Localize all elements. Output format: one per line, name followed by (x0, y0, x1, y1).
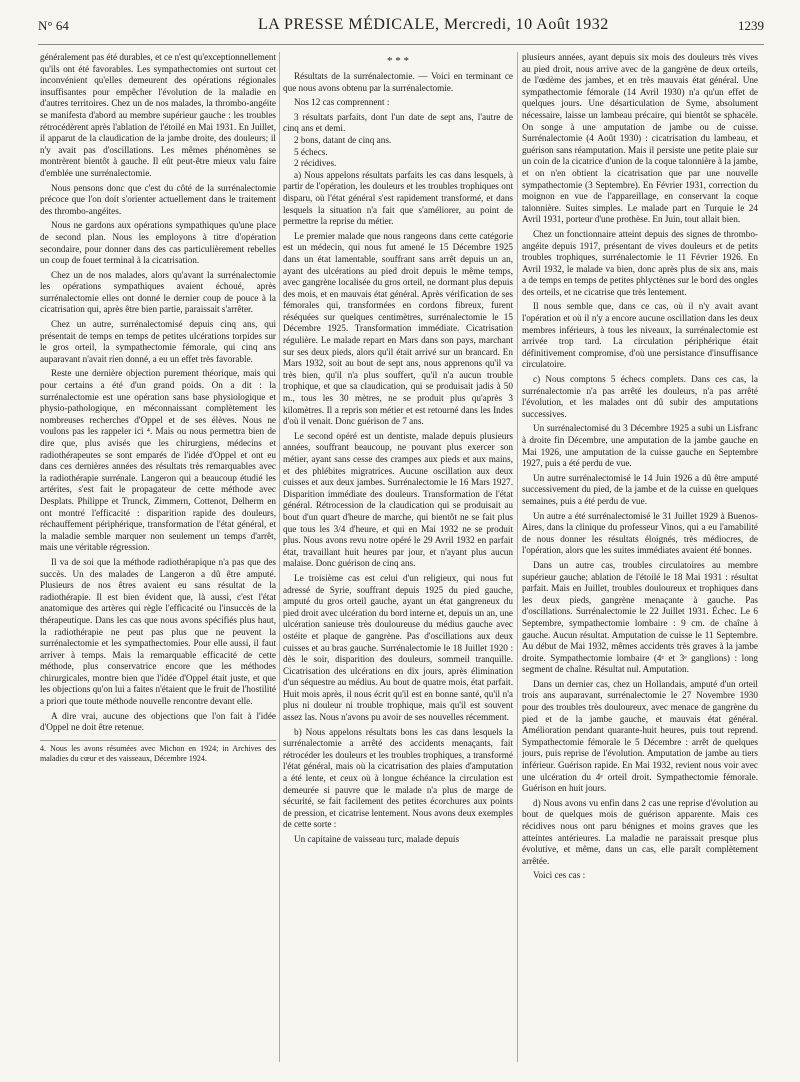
footnote: 4. Nous les avons résumées avec Michon en 1924; in Archives des maladies du cœur et des vaisseaux, Décembre 1924. (40, 740, 276, 764)
journal-title: LA PRESSE MÉDICALE, Mercredi, 10 Août 1932 (258, 16, 609, 33)
paragraph: Il va de soi que la méthode radiothérapique n'a pas que des succès. Un des malades de Langeron a dû être amputé. Plusieurs de nos êtres avaient eu sans résultat de la radiothérapie. Il est bien évident que, là aussi, c'est l'état anatomique des artères qui règle l'efficacité ou l'insuccès de la thérapeutique. Dans les cas que nous avons spécifiés plus haut, la radiothérapie ne peut pas plus que ne peuvent la surrénalectomie et les sympathectomies. Pour elle aussi, il faut arriver à temps. Mais la remarquable efficacité de cette méthode, plus conservatrice encore que les méthodes chirurgicales, montre bien que l'idée d'Oppel était juste, et que les objections qu'on lui a faites n'étaient que le fruit de l'hostilité a priori que toute méthode nouvelle rencontre devant elle. (40, 556, 276, 707)
paragraph: Nous ne gardons aux opérations sympathiques qu'une place de second plan. Nous les employons à titre d'opération secondaire, pour donner dans des cas particulièrement rebelles un coup de fouet terminal à la cicatrisation. (40, 220, 276, 266)
paragraph: Un autre surrénalectomisé le 14 Juin 1926 a dû être amputé successivement du pied, de la jambe et de la cuisse en quelques semaines, puis a été perdu de vue. (522, 472, 758, 506)
paragraph: d) Nous avons vu enfin dans 2 cas une reprise d'évolution au bout de quelques mois de guérison apparente. Mais ces récidives nous ont paru bénignes et moins graves que les atteintes antérieures. La maladie ne paraissait presque plus évolutive, et même, dans un cas, elle paraît complètement arrêtée. (522, 797, 758, 866)
paragraph: a) Nous appelons résultats parfaits les cas dans lesquels, à partir de l'opération, les douleurs et les troubles trophiques ont disparu, où l'état général s'est rapidement transformé, et dans lesquels la situation n'a fait que s'améliorer, au point de permettre la reprise du métier. (283, 169, 513, 227)
list-item: 2 récidives. (294, 158, 337, 169)
page-number: 1239 (738, 18, 764, 33)
list-item: 3 résultats parfaits, dont l'un date de sept ans, l'autre de cinq ans et demi. (283, 111, 513, 134)
issue-number: N° 64 (38, 18, 69, 33)
paragraph: généralement pas été durables, et ce n'est qu'exceptionnellement qu'ils ont été favorables. Les sympathectomies ont surtout cet inconvénient qu'elles demeurent des opérations régionales insuffisantes pour empêcher l'évolution de la maladie en d'autres territoires. Chez un de nos malades, la thrombo-angéite se manifesta d'abord au membre supérieur gauche : les troubles rétrocédèrent après l'ablation de l'étoilé en Mai 1931. En Juillet, il apparut de la claudication de la jambe droite, des douleurs; il n'y avait pas d'oscillations. Les mêmes phénomènes se montrèrent bientôt à gauche. Il eût peut-être mieux valu faire d'emblée une surrénalectomie. (40, 52, 276, 178)
paragraph: Un capitaine de vaisseau turc, malade depuis (294, 834, 460, 844)
paragraph: Le premier malade que nous rangeons dans cette catégorie est un médecin, qui nous fut amené le 15 Décembre 1925 dans un état lamentable, souffrant sans arrêt depuis un an, ayant des ulcérations au pied droit depuis le même temps, avec gangrène localisée du gros orteil, ne dormant plus depuis des mois, et en mauvais état général. Après vérification de ses fémorales qui, transformées en cordons fibreux, furent réséquées sur quelques centimètres, surrénalectomie le 15 Décembre 1925. Transformation immédiate. Cicatrisation régulière. Le malade repart en Mars dans son pays, marchant sur ses deux pieds, alors qu'il était arrivé sur un brancard. En Mars 1932, soit au bout de sept ans, nous apprenons qu'il va très bien, qu'il n'a plus souffert, qu'il n'a aucun trouble trophique, et que sa claudication, qui se produisait jadis à 50 m., tous les 30 mètres, ne se produit plus qu'après 3 kilomètres. Il a repris son métier et est retourné dans les Indes d'où il venait. Donc guérison de 7 ans. (283, 230, 513, 427)
paragraph: Nous pensons donc que c'est du côté de la surrénalectomie précoce que l'on doit s'orienter actuellement dans le traitement des thrombo-angéites. (40, 182, 276, 216)
paragraph: Le second opéré est un dentiste, malade depuis plusieurs années, souffrant beaucoup, ne pouvant plus exercer son métier, ayant sans cesse des crampes aux pieds et aux mains, et des phlébites migratrices. Aucune oscillation aux deux cuisses et aux deux jambes. Surrénalectomie le 16 Mars 1927. Disparition immédiate des douleurs. Transformation de l'état général. Rétrocession de la claudication qui se produisait au bout d'un quart d'heure de marche, qui bientôt ne se fait plus que tous les 3/4 d'heure, et qui en Mai 1932 ne se produit plus. Nous avons revu notre opéré le 29 Avril 1932 en parfait état, travaillant huit heures par jour, et n'ayant plus aucun malaise. Donc guérison de cinq ans. (283, 430, 513, 569)
paragraph: Dans un dernier cas, chez un Hollandais, amputé d'un orteil trois ans auparavant, surrénalectomie le 27 Novembre 1930 pour des troubles très douloureux, avec menace de gangrène du pied et de la jambe gauche, et mauvais état général. Amélioration pendant quarante-huit heures, puis tout reprend. Sympathectomie fémorale le 5 Décembre : arrêt de quelques jours, puis reprise de l'évolution. Amputation de jambe au tiers inférieur. Guérison rapide. En Mai 1932, revient nous voir avec une ulcération du 4ᵉ orteil droit. Sympathectomie fémorale. Guérison en huit jours. (522, 678, 758, 794)
column-divider (517, 52, 518, 1062)
paragraph: Chez un autre, surrénalectomisé depuis cinq ans, qui présentait de temps en temps de petites ulcérations torpides sur le gros orteil, la sympathectomie fémorale, qui cinq ans auparavant n'avait rien donné, a eu un effet très favorable. (40, 319, 276, 364)
paragraph: Un autre a été surrénalectomisé le 31 Juillet 1929 à Buenos-Aires, dans la clinique du professeur Vinos, qui a eu l'amabilité de nous donner les résultats éloignés, très médiocres, de l'opération, alors que les suites immédiates avaient été bonnes. (522, 510, 758, 556)
paragraph: Nos 12 cas comprennent : (294, 97, 390, 108)
paragraph: Dans un autre cas, troubles circulatoires au membre supérieur gauche; ablation de l'étoilé le 18 Mai 1931 : résultat parfait. Mais en Juillet, troubles douloureux et trophiques dans les deux pieds, gangrène menaçante à gauche. Pas d'oscillations. Surrénalectomie le 22 Juillet 1931. Échec. Le 6 Septembre, sympathectomie lombaire : 9 cm. de chaîne à gauche. Aucun résultat. Amputation de cuisse le 11 Septembre. Au début de Mai 1932, mêmes accidents très graves à la jambe droite. Sympathectomie lombaire (4ᵉ et 3ᵉ ganglions) : long segment de chaîne. Résultat nul. Amputation. (522, 559, 758, 675)
page-header (38, 14, 764, 36)
paragraph: Chez un fonctionnaire atteint depuis des signes de thrombo-angéite depuis 1917, présentant de vives douleurs et de petits troubles trophiques, surrénalectomie le 11 Février 1926. En Avril 1932, le malade va bien, donc après plus de six ans, mais a de temps en temps de petites phlyctènes sur le bord des ongles des orteils, et ne cicatrise que très lentement. (522, 228, 758, 297)
paragraph: A dire vrai, aucune des objections que l'on fait à l'idée d'Oppel ne doit être retenue. (40, 710, 276, 733)
paragraph: Le troisième cas est celui d'un religieux, qui nous fut adressé de Syrie, souffrant depuis 1925 du pied gauche, amputé du gros orteil gauche, ayant un état gangreneux du pied droit avec ulcération du bord interne et, depuis un an, une ulcération sanieuse très douloureuse du médius gauche avec ostéite et plaque de gangrène. Pas d'oscillations aux deux cuisses et au bras gauche. Surrénalectomie le 18 Juillet 1920 : dès le soir, disparition des douleurs, sommeil tranquille. Cicatrisation des ulcérations en dix jours, après élimination d'un séquestre au médius. Au bout de quatre mois, état parfait. Huit mois après, il nous écrit qu'il est en bonne santé, qu'il n'a plus ni douleur ni trouble trophique, mais qu'il est souvent assez las. Nous n'avons pu avoir de ses nouvelles récemment. (283, 572, 513, 723)
results-list (283, 112, 513, 170)
paragraph: plusieurs années, ayant depuis six mois des douleurs très vives au pied droit, nous arrive avec de la gangrène de deux orteils, de l'œdème des jambes, et en très mauvais état général. Une sympathectomie fémorale (14 Avril 1930) n'a qu'un effet de quelques jours. Une désarticulation de Syme, absolument nécessaire, laisse un lambeau précaire, qui bientôt se sphacèle. On songe à une amputation de jambe ou de cuisse. Surrénalectomie (4 Août 1930) : cicatrisation du lambeau, et guérison sans réamputation. Mais il persiste une petite plaie sur un coin de la cicatrice d'union de la coque talonnière à la jambe, et on n'en obtient la cicatrisation que par une nouvelle sympathectomie (3 Septembre). En Février 1931, correction du moignon en vue de l'appareillage, en conservant la coque talonnière. Suites simples. Le malade part en Turquie le 24 Avril 1931, porteur d'une prothèse. En Juin, tout allait bien. (522, 52, 758, 225)
list-item: 2 bons, datant de cinq ans. (294, 134, 392, 145)
column-right (522, 52, 758, 1072)
paragraph: Reste une dernière objection purement théorique, mais qui pour certains a été d'un grand poids. On a dit : la surrénalectomie est une opération sans base physiologique et physio-pathologique, en méconnaissant complètement les nombreuses recherches d'Oppel et de ses élèves. Nous ne voulons pas les rappeler ici ⁴. Mais ou nous permettra bien de dire que, plus avisés que les chirurgiens, médecins et radiothérapeutes se sont emparés de l'idée d'Oppel et ont eu dans ces dernières années des résultats très remarquables avec la radiothérapie surrénale. Langeron qui a beaucoup étudié les artérites, s'est fait le propagateur de cette méthode avec Desplats. Philippe et Trunck, Zimmern, Cottenot, Delherm en ont montré l'efficacité : disparition rapide des douleurs, réchauffement périphérique, transformation de l'état général, et la maladie semble marquer non seulement un temps d'arrêt, mais une véritable régression. (40, 368, 276, 553)
column-middle (283, 52, 513, 1072)
column-left (40, 52, 276, 1072)
paragraph: Il nous semble que, dans ce cas, où il n'y avait avant l'opération et où il n'y a encore aucune oscillation dans les deux membres inférieurs, à tous les niveaux, la surrénalectomie est arrivée trop tard. La circulation périphérique était définitivement compromise, d'où une persistance d'insuffisance circulatoire. (522, 301, 758, 370)
header-rule (38, 44, 764, 45)
paragraph: Un surrénalectomisé du 3 Décembre 1925 a subi un Lisfranc à droite fin Décembre, une amputation de la jambe gauche en Mai 1926, une amputation de la cuisse gauche en Septembre 1927, puis a été perdu de vue. (522, 423, 758, 469)
paragraph: c) Nous comptons 5 échecs complets. Dans ces cas, la surrénalectomie n'a pas arrêté les douleurs, n'a pas arrêté l'évolution, et les malades ont dû subir des amputations successives. (522, 374, 758, 419)
paragraph: Voici ces cas : (533, 870, 586, 881)
section-separator: * * * (387, 55, 409, 67)
column-divider (279, 52, 280, 1062)
section-heading-paragraph: Résultats de la surrénalectomie. — Voici en terminant ce que nous avons obtenu par la surrénalectomie. (283, 71, 513, 93)
paragraph: b) Nous appelons résultats bons les cas dans lesquels la surrénalectomie a arrêté des accidents menaçants, fait rétrocéder les douleurs et les troubles trophiques, a transformé l'état général, mais où la cicatrisation des plaies d'amputation a été lente, et ceux où à longue échéance la circulation est demeurée si pauvre que le malade n'a plus de marge de sécurité, se fait facilement des petites écorchures aux points de pression, et cicatrise lentement. Nous avons deux exemples de cette sorte : (283, 726, 513, 830)
list-item: 5 échecs. (294, 146, 328, 157)
paragraph: Chez un de nos malades, alors qu'avant la surrénalectomie les opérations sympathiques avaient échoué, après surrénalectomie elles ont donné le dernier coup de pouce à la cicatrisation qui, après être bien partie, paraissait s'arrêter. (40, 269, 276, 315)
